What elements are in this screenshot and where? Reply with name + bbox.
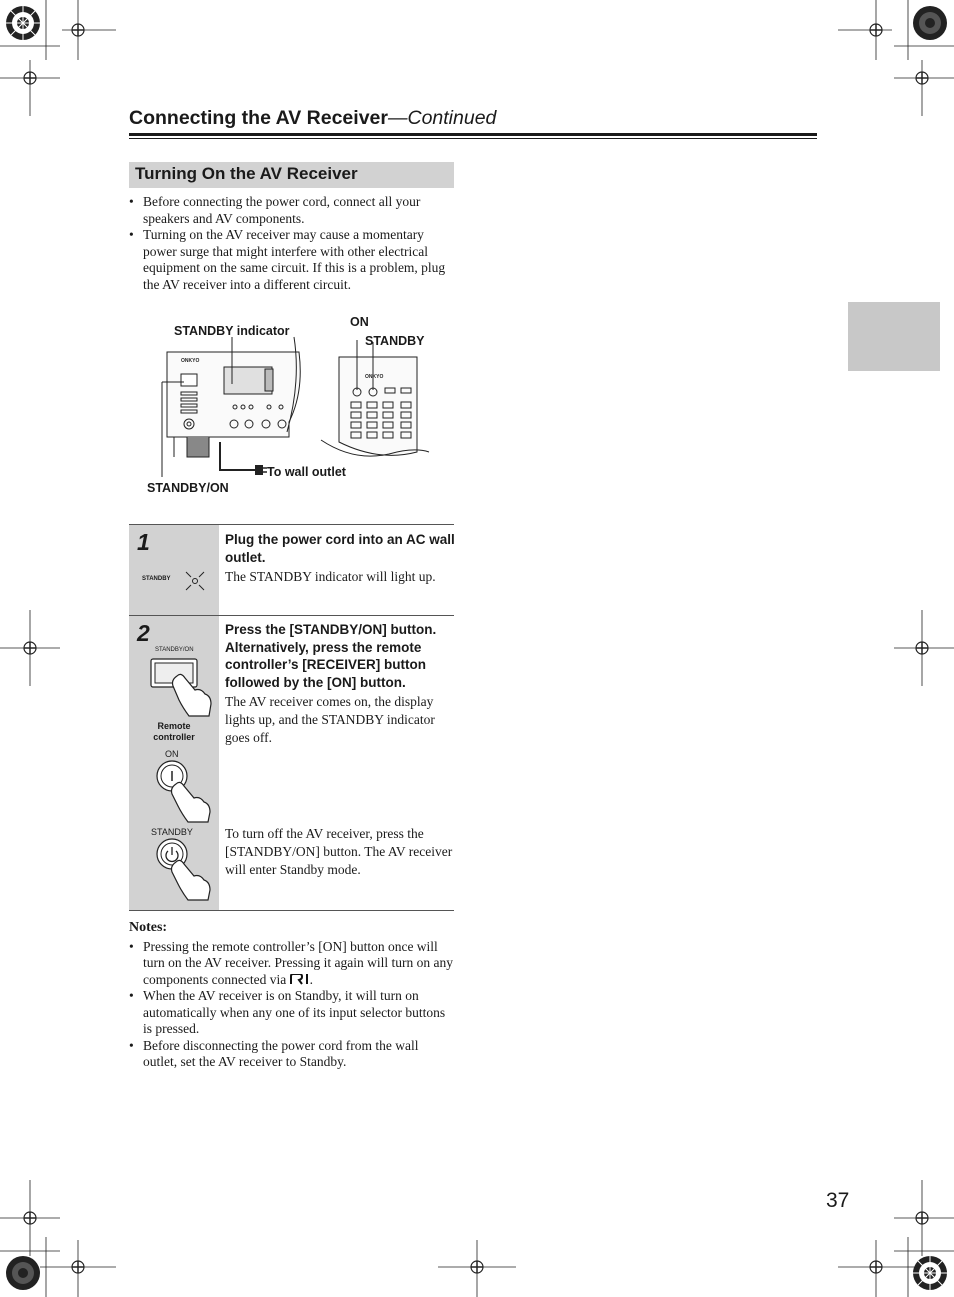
step-1-illustration: [129, 525, 219, 615]
notes-heading: Notes:: [129, 920, 168, 935]
receiver-front-panel: [167, 337, 300, 457]
intro-bullet: • Turning on the AV receiver may cause a momentary power surge that might interfere with other electrical equipment on the same circuit. If this is a problem, plug the AV receiver into a different circuit.: [129, 227, 454, 293]
step-1: [129, 524, 454, 615]
header-rule-thin: [129, 138, 817, 139]
step-2-heading: Press the [STANDBY/ON] button. Alternatively, press the remote controller’s [RECEIVER] button followed by the [ON] button.: [225, 622, 437, 690]
header-rule-thick: [129, 133, 817, 136]
step-number: 1: [137, 529, 150, 555]
intro-bullet: • Before connecting the power cord, connect all your speakers and AV components.: [129, 194, 454, 227]
step-number: 2: [137, 620, 150, 646]
note-item: • When the AV receiver is on Standby, it will turn on automatically when any one of its input selector buttons is pressed.: [129, 988, 454, 1038]
note-text: Pressing the remote controller’s [ON] button once will turn on the AV receiver. Pressing it again will turn on any components connected via: [143, 938, 453, 987]
on-button-label: ON: [165, 749, 179, 759]
section-heading-text: Turning On the AV Receiver: [135, 164, 358, 183]
page-title-main: Connecting the AV Receiver: [129, 107, 388, 129]
standby-light-icon: [184, 570, 206, 592]
note-item: [129, 939, 454, 989]
standby-button-label: STANDBY: [151, 827, 193, 837]
note-item: • Before disconnecting the power cord from the wall outlet, set the AV receiver to Standby.: [129, 1038, 454, 1071]
section-heading: [129, 162, 454, 188]
page-title: [129, 107, 496, 130]
step-2: [129, 615, 454, 911]
standby-indicator-text: STANDBY: [142, 576, 171, 582]
on-button-press: [154, 760, 216, 824]
step-1-heading: Plug the power cord into an AC wall outlet.: [225, 532, 455, 565]
connection-diagram: [129, 312, 459, 498]
notes: [129, 920, 454, 1071]
standby-label: STANDBY: [365, 334, 425, 348]
wall-outlet-label: To wall outlet: [267, 465, 346, 479]
intro-bullets: [129, 194, 454, 293]
standby-on-label: STANDBY/ON: [147, 481, 229, 495]
page-number: 37: [826, 1189, 850, 1212]
remote-brand: ONKYO: [365, 374, 384, 380]
standby-on-button-label: STANDBY/ON: [155, 647, 194, 653]
receiver-brand: ONKYO: [181, 358, 200, 364]
step-2-text: The AV receiver comes on, the display lights up, and the STANDBY indicator goes off.: [225, 694, 435, 745]
step-1-text: The STANDBY indicator will light up.: [225, 569, 436, 584]
remote-controller-label: Remote controller: [153, 721, 195, 742]
standby-on-button-press: [149, 656, 215, 718]
step-2-turn-off-text: To turn off the AV receiver, press the [STANDBY/ON] button. The AV receiver will enter Standby mode.: [225, 826, 453, 877]
ri-logo-icon: [290, 974, 310, 985]
standby-indicator-label: STANDBY indicator: [174, 324, 290, 338]
step-2-illustration: [129, 616, 219, 910]
chapter-tab: [848, 302, 940, 371]
standby-button-press: [154, 838, 216, 902]
remote-controller: [321, 340, 429, 456]
on-label: ON: [350, 315, 369, 329]
note-suffix: .: [309, 971, 313, 987]
page-title-continued: —Continued: [387, 107, 497, 129]
plug-icon: [255, 465, 263, 475]
steps-table: [129, 524, 454, 911]
